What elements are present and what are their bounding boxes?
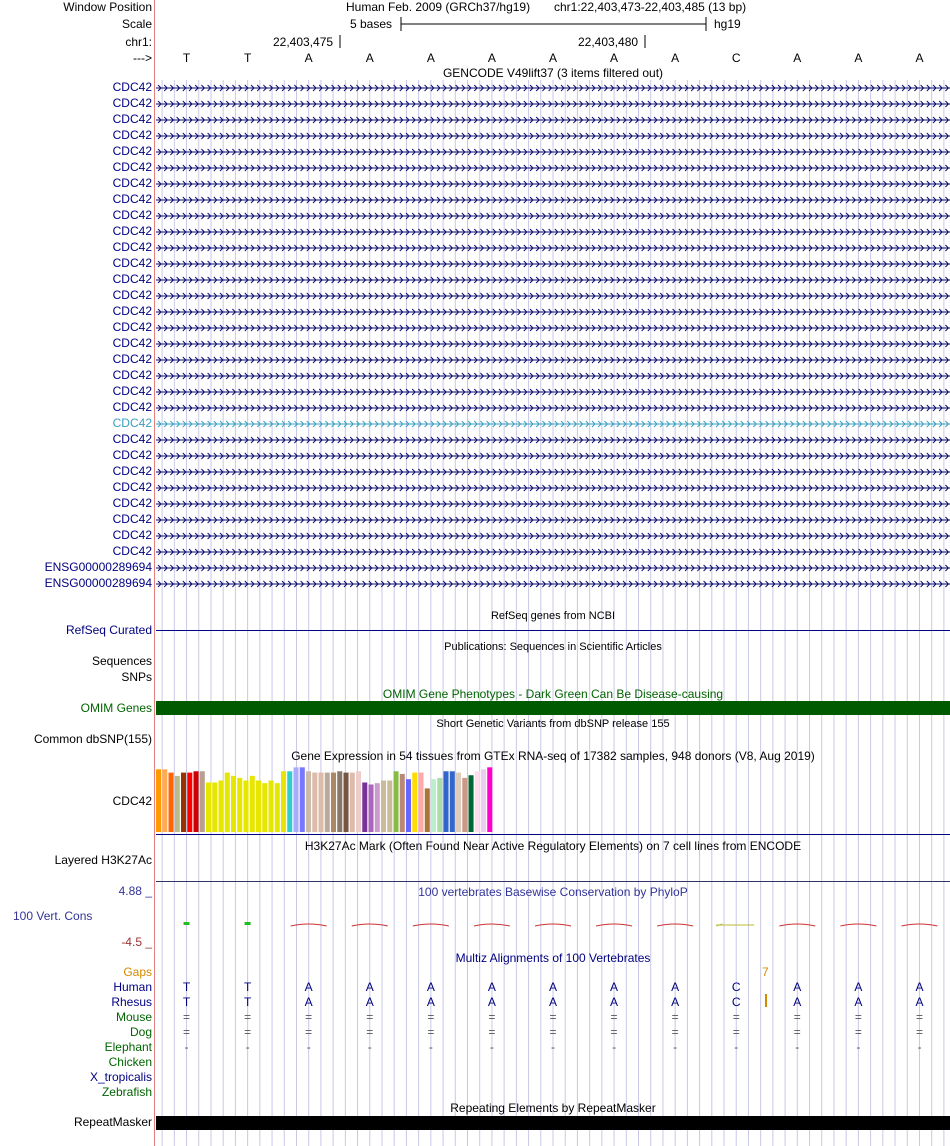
publications-snps-label[interactable]: SNPs bbox=[121, 670, 152, 684]
gtex-tissue-bar bbox=[225, 773, 230, 832]
gencode-row-label[interactable]: CDC42 bbox=[112, 224, 152, 238]
gtex-tissue-bar bbox=[169, 773, 174, 832]
multiz-base: - bbox=[856, 1040, 861, 1054]
multiz-base: - bbox=[795, 1040, 800, 1054]
gencode-row-label[interactable]: CDC42 bbox=[112, 96, 152, 110]
multiz-base: - bbox=[245, 1040, 250, 1054]
gtex-tissue-bar bbox=[350, 773, 355, 832]
multiz-base: = bbox=[854, 1025, 862, 1039]
gencode-row-label[interactable]: CDC42 bbox=[112, 192, 152, 206]
gtex-track-title[interactable]: Gene Expression in 54 tissues from GTEx RNA-seq of 17382 samples, 948 donors (V8, Aug 2019) bbox=[291, 749, 815, 763]
gtex-tissue-bar bbox=[475, 771, 480, 832]
multiz-base: A bbox=[671, 995, 680, 1009]
conservation-mark bbox=[716, 924, 754, 926]
conservation-mark bbox=[596, 924, 632, 926]
gtex-tissue-bar bbox=[256, 781, 261, 832]
multiz-base: = bbox=[671, 1010, 679, 1024]
multiz-track-title[interactable]: Multiz Alignments of 100 Vertebrates bbox=[455, 951, 651, 965]
gtex-tissue-bar bbox=[287, 771, 292, 832]
gtex-tissue-bar bbox=[400, 774, 405, 832]
gtex-tissue-bar bbox=[231, 776, 236, 832]
conservation-mark bbox=[291, 924, 327, 926]
gtex-tissue-bar bbox=[181, 773, 186, 832]
conservation-mark bbox=[657, 924, 693, 926]
gtex-tissue-bar bbox=[319, 773, 324, 832]
gtex-tissue-bar bbox=[369, 784, 374, 832]
gtex-tissue-bar bbox=[412, 773, 417, 832]
gencode-row-label[interactable]: CDC42 bbox=[112, 160, 152, 174]
conservation-track-title[interactable]: 100 vertebrates Basewise Conservation by PhyloP bbox=[418, 885, 688, 899]
multiz-base: A bbox=[487, 980, 496, 994]
gtex-tissue-bar bbox=[362, 783, 367, 833]
multiz-base: = bbox=[488, 1025, 496, 1039]
multiz-base: = bbox=[366, 1025, 374, 1039]
gtex-tissue-bar bbox=[469, 775, 474, 832]
multiz-base: - bbox=[489, 1040, 494, 1054]
multiz-base: A bbox=[854, 995, 863, 1009]
multiz-base: T bbox=[243, 980, 252, 994]
base-letter: A bbox=[548, 51, 557, 65]
gtex-tissue-bar bbox=[244, 781, 249, 832]
conservation-wiggle[interactable] bbox=[156, 880, 950, 940]
gencode-row-label[interactable]: CDC42 bbox=[112, 384, 152, 398]
multiz-base: C bbox=[731, 995, 741, 1009]
gtex-tissue-bar bbox=[481, 769, 486, 832]
gtex-tissue-bar bbox=[300, 767, 305, 832]
multiz-base: A bbox=[915, 980, 924, 994]
gtex-tissue-bar bbox=[419, 773, 424, 832]
gtex-tissue-bar bbox=[450, 771, 455, 832]
gtex-tissue-bar bbox=[294, 767, 299, 832]
base-letter: A bbox=[304, 51, 313, 65]
multiz-base: A bbox=[793, 980, 802, 994]
multiz-base: - bbox=[428, 1040, 433, 1054]
gtex-tissue-bar bbox=[437, 778, 442, 832]
gtex-tissue-bar bbox=[262, 783, 267, 832]
gtex-tissue-bar bbox=[269, 781, 274, 832]
multiz-base: = bbox=[671, 1025, 679, 1039]
multiz-base: = bbox=[915, 1010, 923, 1024]
coordinate-label-1: 22,403,475 bbox=[273, 35, 334, 49]
repeatmasker-track-title[interactable]: Repeating Elements by RepeatMasker bbox=[450, 1101, 656, 1115]
base-letter: A bbox=[915, 51, 924, 65]
multiz-base: A bbox=[426, 980, 435, 994]
gtex-tissue-bar bbox=[337, 771, 342, 832]
gtex-tissue-bar bbox=[381, 781, 386, 832]
repeatmasker-feature[interactable] bbox=[156, 1116, 950, 1130]
coordinate-label-2: 22,403,480 bbox=[578, 35, 639, 49]
gtex-tissue-bar bbox=[325, 773, 330, 832]
multiz-base: = bbox=[244, 1025, 252, 1039]
multiz-base: A bbox=[304, 980, 313, 994]
gencode-row-label[interactable]: CDC42 bbox=[112, 240, 152, 254]
gencode-row-label[interactable]: CDC42 bbox=[112, 144, 152, 158]
multiz-base: = bbox=[488, 1010, 496, 1024]
multiz-base: A bbox=[671, 980, 680, 994]
multiz-base: A bbox=[915, 995, 924, 1009]
multiz-base: A bbox=[548, 995, 557, 1009]
multiz-base: C bbox=[731, 980, 741, 994]
gtex-tissue-bar bbox=[212, 783, 217, 833]
gencode-row-label[interactable]: CDC42 bbox=[112, 416, 152, 430]
multiz-base: = bbox=[427, 1025, 435, 1039]
assembly-text: Human Feb. 2009 (GRCh37/hg19) bbox=[346, 0, 531, 14]
conservation-mark bbox=[352, 924, 388, 926]
gtex-tissue-bar bbox=[444, 771, 449, 832]
gencode-row-label[interactable]: CDC42 bbox=[112, 544, 152, 558]
multiz-base: = bbox=[305, 1025, 313, 1039]
multiz-base: = bbox=[793, 1025, 801, 1039]
gencode-row-label[interactable]: CDC42 bbox=[112, 400, 152, 414]
gtex-bar-chart[interactable] bbox=[156, 766, 950, 836]
multiz-base: = bbox=[366, 1010, 374, 1024]
multiz-species-label[interactable]: Human bbox=[113, 980, 152, 994]
gencode-row-label[interactable]: CDC42 bbox=[112, 464, 152, 478]
multiz-base: = bbox=[427, 1010, 435, 1024]
multiz-base: A bbox=[610, 995, 619, 1009]
conservation-mark bbox=[245, 922, 251, 925]
gtex-tissue-bar bbox=[387, 781, 392, 832]
refseq-track-label[interactable]: RefSeq Curated bbox=[65, 623, 152, 637]
multiz-base: A bbox=[365, 995, 374, 1009]
multiz-base: = bbox=[183, 1025, 191, 1039]
gencode-row-label[interactable]: CDC42 bbox=[112, 368, 152, 382]
refseq-track-title[interactable]: RefSeq genes from NCBI bbox=[490, 610, 616, 622]
gencode-row-label[interactable]: CDC42 bbox=[112, 80, 152, 94]
multiz-base: A bbox=[793, 995, 802, 1009]
multiz-species-label[interactable]: X_tropicalis bbox=[89, 1070, 152, 1084]
multiz-base: = bbox=[305, 1010, 313, 1024]
h3k27ac-track-label[interactable]: Layered H3K27Ac bbox=[54, 853, 152, 867]
multiz-base: = bbox=[793, 1010, 801, 1024]
multiz-base: - bbox=[917, 1040, 922, 1054]
conservation-track-label[interactable]: 100 Vert. Cons bbox=[13, 909, 93, 923]
multiz-base: - bbox=[306, 1040, 311, 1054]
multiz-base: A bbox=[854, 980, 863, 994]
gencode-row-label[interactable]: CDC42 bbox=[112, 208, 152, 222]
gtex-tissue-bar bbox=[175, 776, 180, 832]
multiz-base: - bbox=[551, 1040, 555, 1054]
gtex-tissue-bar bbox=[237, 778, 242, 832]
multiz-base: T bbox=[182, 995, 191, 1009]
gtex-tissue-bar bbox=[200, 771, 205, 832]
multiz-base: = bbox=[610, 1025, 618, 1039]
base-letter: A bbox=[854, 51, 863, 65]
gtex-tissue-bar bbox=[187, 773, 192, 832]
gencode-row-label[interactable]: CDC42 bbox=[112, 528, 152, 542]
position-text[interactable]: chr1:22,403,473-22,403,485 (13 bp) bbox=[554, 0, 747, 14]
gencode-row-label[interactable]: CDC42 bbox=[112, 320, 152, 334]
publications-sequences-label[interactable]: Sequences bbox=[91, 654, 152, 668]
chrom-label: chr1: bbox=[125, 35, 152, 49]
multiz-base: - bbox=[612, 1040, 617, 1054]
gtex-tissue-bar bbox=[331, 773, 336, 832]
base-letter: T bbox=[243, 51, 252, 65]
multiz-species-label[interactable]: Mouse bbox=[115, 1010, 152, 1024]
multiz-base: = bbox=[549, 1010, 557, 1024]
multiz-base: A bbox=[610, 980, 619, 994]
gap-value: 7 bbox=[762, 965, 769, 979]
base-letter: A bbox=[487, 51, 496, 65]
gencode-track-title[interactable]: GENCODE V49lift37 (3 items filtered out) bbox=[442, 66, 664, 80]
gtex-tissue-bar bbox=[456, 773, 461, 832]
conservation-min-label: -4.5 _ bbox=[121, 935, 152, 949]
gencode-row-label[interactable]: CDC42 bbox=[112, 432, 152, 446]
base-letter: A bbox=[610, 51, 619, 65]
gtex-tissue-bar bbox=[375, 783, 380, 832]
window-position-label: Window Position bbox=[63, 0, 152, 14]
base-letter: A bbox=[793, 51, 802, 65]
multiz-base: = bbox=[854, 1010, 862, 1024]
gtex-tissue-bar bbox=[156, 769, 161, 832]
base-letter: T bbox=[182, 51, 191, 65]
multiz-species-label[interactable]: Chicken bbox=[108, 1055, 152, 1069]
multiz-base: A bbox=[548, 980, 557, 994]
multiz-base: - bbox=[367, 1040, 372, 1054]
omim-track-label[interactable]: OMIM Genes bbox=[80, 701, 152, 715]
repeatmasker-track-label[interactable]: RepeatMasker bbox=[73, 1115, 152, 1129]
omim-track-title[interactable]: OMIM Gene Phenotypes - Dark Green Can Be Disease-causing bbox=[382, 687, 724, 701]
base-letter: C bbox=[731, 51, 741, 65]
conservation-mark bbox=[184, 922, 190, 925]
multiz-base: = bbox=[244, 1010, 252, 1024]
multiz-base: = bbox=[549, 1025, 557, 1039]
multiz-base: - bbox=[673, 1040, 678, 1054]
multiz-base: = bbox=[183, 1010, 191, 1024]
publications-track-title[interactable]: Publications: Sequences in Scientific Articles bbox=[444, 641, 662, 653]
gencode-row-label[interactable]: CDC42 bbox=[112, 304, 152, 318]
gtex-track-label[interactable]: CDC42 bbox=[112, 794, 152, 808]
multiz-species-label[interactable]: Rhesus bbox=[111, 995, 152, 1009]
multiz-base: = bbox=[915, 1025, 923, 1039]
gencode-row-label[interactable]: ENSG00000289694 bbox=[44, 560, 152, 574]
gtex-tissue-bar bbox=[431, 779, 436, 832]
multiz-species-label[interactable]: Dog bbox=[129, 1025, 152, 1039]
base-letter: A bbox=[426, 51, 435, 65]
gtex-tissue-bar bbox=[194, 771, 199, 832]
base-letter: A bbox=[671, 51, 680, 65]
gtex-tissue-bar bbox=[406, 779, 411, 832]
gtex-tissue-bar bbox=[275, 783, 280, 832]
multiz-base: A bbox=[426, 995, 435, 1009]
multiz-base: = bbox=[610, 1010, 618, 1024]
multiz-species-label[interactable]: Zebrafish bbox=[101, 1085, 152, 1099]
multiz-species-label[interactable]: Elephant bbox=[104, 1040, 152, 1054]
gtex-tissue-bar bbox=[344, 773, 349, 832]
scale-label: Scale bbox=[121, 17, 152, 31]
h3k27ac-track-title[interactable]: H3K27Ac Mark (Often Found Near Active Regulatory Elements) on 7 cell lines from ENCODE bbox=[304, 839, 802, 853]
gtex-tissue-bar bbox=[312, 773, 317, 832]
multiz-base: T bbox=[182, 980, 191, 994]
gaps-label[interactable]: Gaps bbox=[123, 965, 152, 979]
gap-marker bbox=[765, 994, 767, 1007]
gencode-row-label[interactable]: CDC42 bbox=[112, 272, 152, 286]
conservation-mark bbox=[901, 924, 937, 926]
multiz-base: T bbox=[243, 995, 252, 1009]
conservation-mark bbox=[413, 924, 449, 926]
gencode-row-label[interactable]: CDC42 bbox=[112, 496, 152, 510]
scale-text: 5 bases bbox=[350, 17, 393, 31]
gencode-row-label[interactable]: CDC42 bbox=[112, 448, 152, 462]
gencode-row-label[interactable]: CDC42 bbox=[112, 480, 152, 494]
multiz-base: - bbox=[734, 1040, 739, 1054]
gtex-tissue-bar bbox=[394, 771, 399, 832]
conservation-mark bbox=[535, 924, 571, 926]
multiz-base: A bbox=[365, 980, 374, 994]
gtex-tissue-bar bbox=[462, 778, 467, 832]
gtex-tissue-bar bbox=[219, 781, 224, 832]
gencode-row-label[interactable]: CDC42 bbox=[112, 256, 152, 270]
scale-db: hg19 bbox=[714, 17, 741, 31]
gtex-tissue-bar bbox=[281, 771, 286, 832]
multiz-base: A bbox=[487, 995, 496, 1009]
gencode-row-label[interactable]: CDC42 bbox=[112, 336, 152, 350]
conservation-mark bbox=[840, 924, 876, 926]
multiz-base: - bbox=[184, 1040, 189, 1054]
dbsnp-track-label[interactable]: Common dbSNP(155) bbox=[33, 732, 152, 746]
gencode-row-label[interactable]: CDC42 bbox=[112, 128, 152, 142]
gencode-row-label[interactable]: CDC42 bbox=[112, 352, 152, 366]
multiz-base: = bbox=[732, 1010, 740, 1024]
omim-feature[interactable] bbox=[156, 701, 950, 715]
dbsnp-track-title[interactable]: Short Genetic Variants from dbSNP release 155 bbox=[436, 718, 670, 730]
multiz-base: = bbox=[732, 1025, 740, 1039]
gtex-tissue-bar bbox=[206, 783, 211, 833]
gtex-tissue-bar bbox=[425, 788, 430, 832]
gtex-tissue-bar bbox=[487, 767, 492, 832]
multiz-base: A bbox=[304, 995, 313, 1009]
gtex-tissue-bar bbox=[250, 776, 255, 832]
conservation-mark bbox=[474, 924, 510, 926]
gencode-row-label[interactable]: CDC42 bbox=[112, 288, 152, 302]
gencode-row-label[interactable]: CDC42 bbox=[112, 112, 152, 126]
gtex-tissue-bar bbox=[356, 771, 361, 832]
base-letter: A bbox=[365, 51, 374, 65]
gencode-row-label[interactable]: CDC42 bbox=[112, 176, 152, 190]
gencode-row-label[interactable]: CDC42 bbox=[112, 512, 152, 526]
gtex-tissue-bar bbox=[162, 769, 167, 832]
gtex-tissue-bar bbox=[306, 771, 311, 832]
conservation-mark bbox=[779, 924, 815, 926]
strand-label: ---> bbox=[133, 51, 152, 65]
conservation-max-label: 4.88 _ bbox=[118, 884, 152, 898]
gencode-row-label[interactable]: ENSG00000289694 bbox=[44, 576, 152, 590]
